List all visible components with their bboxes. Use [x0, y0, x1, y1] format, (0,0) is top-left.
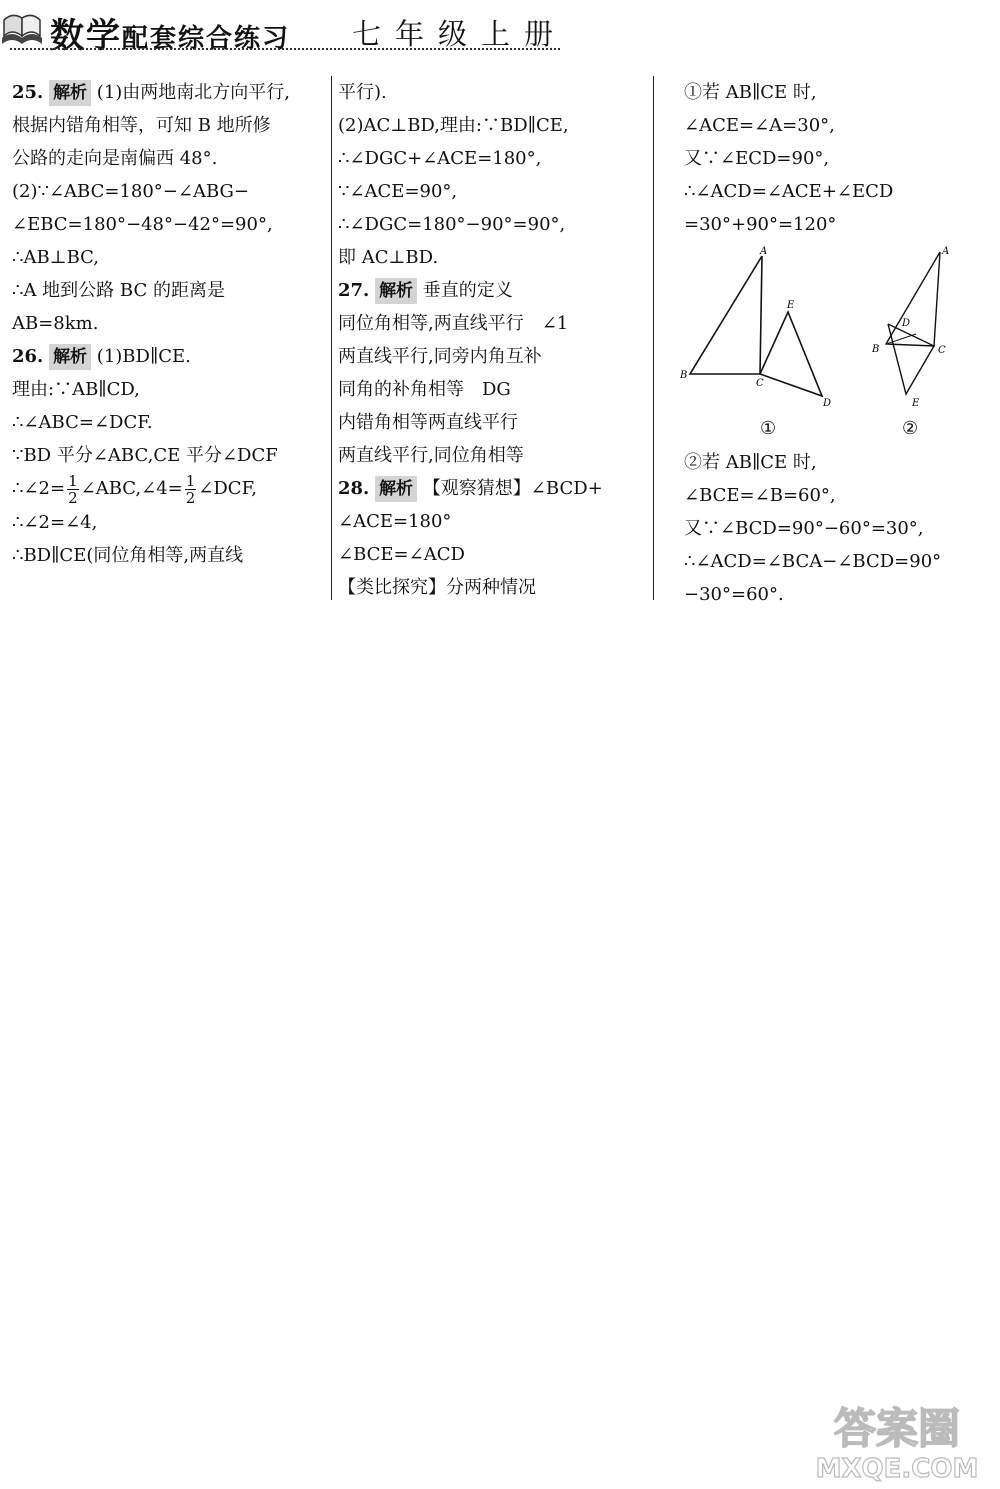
- line-text: (2)∵∠ABC=180°−∠ABG−: [12, 181, 249, 202]
- line-text: 内错角相等两直线平行: [338, 412, 518, 433]
- text-line: =30°+90°=120°: [684, 214, 837, 235]
- line-text: 理由:∵AB∥CD,: [12, 379, 140, 400]
- text-line: [338, 307, 650, 340]
- line-text: 【类比探究】分两种情况: [338, 577, 536, 598]
- question-line: [338, 472, 650, 505]
- page-header: [0, 0, 1000, 56]
- line-text: 公路的走向是南偏西 48°.: [12, 148, 218, 169]
- column-3-top: [684, 76, 984, 241]
- line-text: ∴AB⊥BC,: [12, 247, 100, 268]
- point-label-c: C: [756, 378, 764, 389]
- text-line: [338, 406, 650, 439]
- line-text: ∴∠ABC=∠DCF.: [12, 412, 153, 433]
- text-segment: ∴∠2=: [12, 478, 66, 499]
- analysis-tag: 解析: [375, 476, 417, 502]
- analysis-tag: 解析: [49, 80, 91, 106]
- question-number: 26.: [12, 346, 44, 367]
- text-line: [338, 439, 650, 472]
- text-line: [12, 274, 330, 307]
- text-line: [338, 76, 650, 109]
- line-text: (1)由两地南北方向平行,: [96, 82, 291, 103]
- line-text: ∴A 地到公路 BC 的距离是: [12, 280, 225, 301]
- line-text: 垂直的定义: [422, 280, 513, 301]
- fraction-denominator: 2: [68, 488, 78, 507]
- text-line: [338, 175, 650, 208]
- line-text: 平行).: [338, 82, 387, 103]
- text-line: [338, 109, 650, 142]
- text-line: 又∵∠ECD=90°,: [684, 148, 830, 169]
- question-number: 25.: [12, 82, 44, 103]
- point-label-d: D: [902, 318, 911, 329]
- column-divider-1: [331, 76, 332, 600]
- line-text: 即 AC⊥BD.: [338, 247, 439, 268]
- point-label-a: A: [942, 246, 950, 257]
- figure-1-label: ①: [760, 418, 777, 439]
- watermark-line-2: MXQE.COM: [815, 1454, 979, 1484]
- book-icon: [0, 8, 44, 48]
- fraction-denominator: 2: [185, 488, 196, 507]
- line-text: ∴∠2=∠4,: [12, 511, 98, 533]
- text-line: [12, 109, 330, 142]
- line-text: 同角的补角相等 DG: [338, 379, 511, 400]
- line-text: AB=8km.: [12, 313, 99, 334]
- text-line: ∠BCE=∠B=60°,: [684, 485, 836, 506]
- text-line: ∴∠ACD=∠BCA−∠BCD=90°: [684, 551, 942, 572]
- text-line: ∴∠ACD=∠ACE+∠ECD: [684, 181, 894, 202]
- fraction-numerator: 1: [185, 471, 196, 490]
- text-line: [338, 373, 650, 406]
- text-line: 又∵∠BCD=90°−60°=30°,: [684, 518, 924, 539]
- header-rule: [10, 48, 560, 50]
- text-line: [12, 307, 330, 340]
- analysis-tag: 解析: [375, 278, 417, 304]
- brand-small: 配套综合练习: [122, 24, 291, 54]
- analysis-tag: 解析: [49, 344, 91, 370]
- column-2: [338, 76, 650, 604]
- text-line: [338, 142, 650, 175]
- line-text: ∵BD 平分∠ABC,CE 平分∠DCF: [12, 445, 278, 466]
- text-line: −30°=60°.: [684, 584, 784, 605]
- line-text: ∴BD∥CE(同位角相等,两直线: [12, 544, 244, 566]
- text-line: [338, 241, 650, 274]
- text-line: [338, 538, 650, 571]
- text-line: [12, 539, 330, 572]
- text-segment: ∠ABC,∠4=: [80, 478, 183, 499]
- text-line: [338, 208, 650, 241]
- geometry-figure-1: [672, 244, 842, 416]
- column-divider-2: [653, 76, 654, 600]
- line-text: ∴∠DGC+∠ACE=180°,: [338, 148, 542, 169]
- text-line: [12, 506, 330, 539]
- question-number: 28.: [338, 478, 370, 499]
- point-label-d: D: [823, 398, 832, 409]
- brand-big: 数学: [50, 16, 122, 56]
- fraction-numerator: 1: [68, 471, 78, 490]
- point-label-a: A: [760, 246, 768, 257]
- point-label-b: B: [872, 344, 880, 355]
- text-line: [12, 208, 330, 241]
- column-3-bottom: [684, 446, 984, 611]
- text-segment: ∠DCF,: [198, 478, 257, 499]
- question-line: [12, 76, 330, 109]
- point-label-c: C: [938, 345, 946, 356]
- line-text: 两直线平行,同旁内角互补: [338, 346, 542, 367]
- line-text: (2)AC⊥BD,理由:∵BD∥CE,: [338, 115, 569, 136]
- question-line: [338, 274, 650, 307]
- line-text: 两直线平行,同位角相等: [338, 445, 524, 466]
- text-line: [12, 142, 330, 175]
- text-line: [338, 571, 650, 604]
- text-line: [12, 472, 330, 506]
- text-line: [338, 505, 650, 538]
- text-line: [12, 241, 330, 274]
- line-text: 同位角相等,两直线平行 ∠1: [338, 313, 569, 334]
- text-line: ∠ACE=∠A=30°,: [684, 115, 835, 136]
- fraction: [185, 473, 197, 506]
- figure-2-label: ②: [902, 418, 919, 439]
- line-text: ∴∠DGC=180°−90°=90°,: [338, 214, 566, 235]
- line-text: (1)BD∥CE.: [96, 346, 191, 367]
- text-line: ①若 AB∥CE 时,: [684, 82, 817, 103]
- watermark-logo: [802, 1395, 992, 1485]
- line-text: 根据内错角相等，可知 B 地所修: [12, 115, 271, 136]
- point-label-e: E: [787, 300, 795, 311]
- text-line: [12, 439, 330, 472]
- text-line: [12, 406, 330, 439]
- fraction: [67, 473, 79, 506]
- text-line: [338, 340, 650, 373]
- text-line: ②若 AB∥CE 时,: [684, 452, 817, 473]
- point-label-b: B: [680, 370, 688, 381]
- line-text: ∠ACE=180°: [338, 511, 452, 532]
- line-text: 【观察猜想】∠BCD+: [422, 478, 603, 499]
- line-text: ∠EBC=180°−48°−42°=90°,: [12, 214, 273, 235]
- question-line: [12, 340, 330, 373]
- point-label-e: E: [912, 398, 920, 409]
- question-number: 27.: [338, 280, 370, 301]
- watermark-line-1: 答案圈: [833, 1404, 961, 1453]
- grade-title: 七年级上册: [352, 17, 568, 51]
- text-line: [12, 373, 330, 406]
- column-1: [12, 76, 330, 572]
- line-text: ∵∠ACE=90°,: [338, 181, 458, 202]
- text-line: [12, 175, 330, 208]
- geometry-figure-2: [866, 240, 962, 412]
- line-text: ∠BCE=∠ACD: [338, 544, 465, 565]
